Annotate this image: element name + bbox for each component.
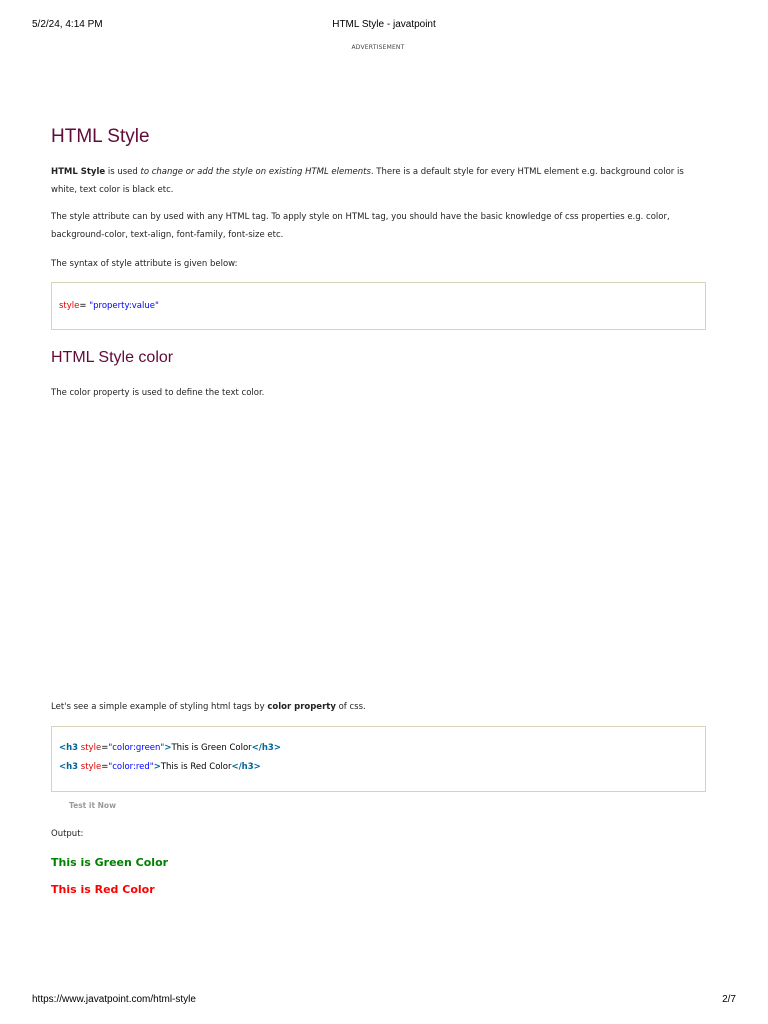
print-doc-title: HTML Style - javatpoint: [332, 19, 436, 30]
code-line: [59, 739, 705, 758]
code-text: This is Red Color: [160, 762, 232, 772]
code-attr: style: [59, 301, 80, 311]
print-footer: [32, 994, 736, 1008]
code-open-tag: <h3: [59, 762, 79, 772]
example-intro-paragraph: [51, 698, 707, 716]
page-title: HTML Style: [51, 126, 150, 147]
test-it-now-button[interactable]: Test it Now: [69, 801, 116, 810]
advertisement-label: ADVERTISEMENT: [351, 44, 405, 51]
example-text-pre: Let's see a simple example of styling html tags by: [51, 702, 268, 712]
intro-emphasis: to change or add the style on existing HTML elements: [140, 167, 371, 177]
print-url: https://www.javatpoint.com/html-style: [32, 994, 196, 1005]
intro-strong: HTML Style: [51, 167, 106, 177]
code-value: "color:green": [108, 743, 165, 753]
code-end-tag: </h3>: [231, 762, 261, 772]
code-value: "color:red": [108, 762, 154, 772]
print-header: [32, 19, 736, 33]
example-text-post: of css.: [335, 702, 366, 712]
output-red-heading: This is Red Color: [51, 883, 155, 896]
code-open-tag: <h3: [59, 743, 79, 753]
example-code-box: [51, 726, 706, 792]
code-attr: style: [80, 743, 102, 753]
output-green-heading: This is Green Color: [51, 856, 169, 869]
code-eq: =: [79, 301, 90, 311]
style-attr-paragraph: The style attribute can by used with any HTML tag. To apply style on HTML tag, you should have the basic knowledge of css properties e.g. color, background-color, text-align, font-family, font-size etc.: [51, 212, 670, 240]
intro-paragraph: [51, 163, 707, 199]
intro-text-1: is used: [105, 167, 141, 177]
code-close-bracket: >: [164, 743, 172, 753]
syntax-paragraph: The syntax of style attribute is given below:: [51, 259, 238, 269]
print-datetime: 5/2/24, 4:14 PM: [32, 19, 103, 30]
output-label: Output:: [51, 829, 84, 839]
code-line: [59, 758, 705, 777]
section-heading-color: HTML Style color: [51, 349, 174, 366]
code-text: This is Green Color: [171, 743, 252, 753]
code-value: "property:value": [89, 301, 159, 311]
intro-text-2: . There is a default style for every HTML element e.g. background color is white, text color is black etc.: [51, 167, 684, 195]
print-page-number: 2/7: [722, 994, 736, 1005]
code-eq: =: [101, 762, 109, 772]
syntax-code-box: [51, 282, 706, 330]
example-text-strong: color property: [267, 702, 336, 712]
code-close-bracket: >: [153, 762, 161, 772]
code-eq: =: [101, 743, 109, 753]
code-attr: style: [80, 762, 102, 772]
color-description: The color property is used to define the text color.: [51, 388, 265, 398]
code-end-tag: </h3>: [251, 743, 281, 753]
